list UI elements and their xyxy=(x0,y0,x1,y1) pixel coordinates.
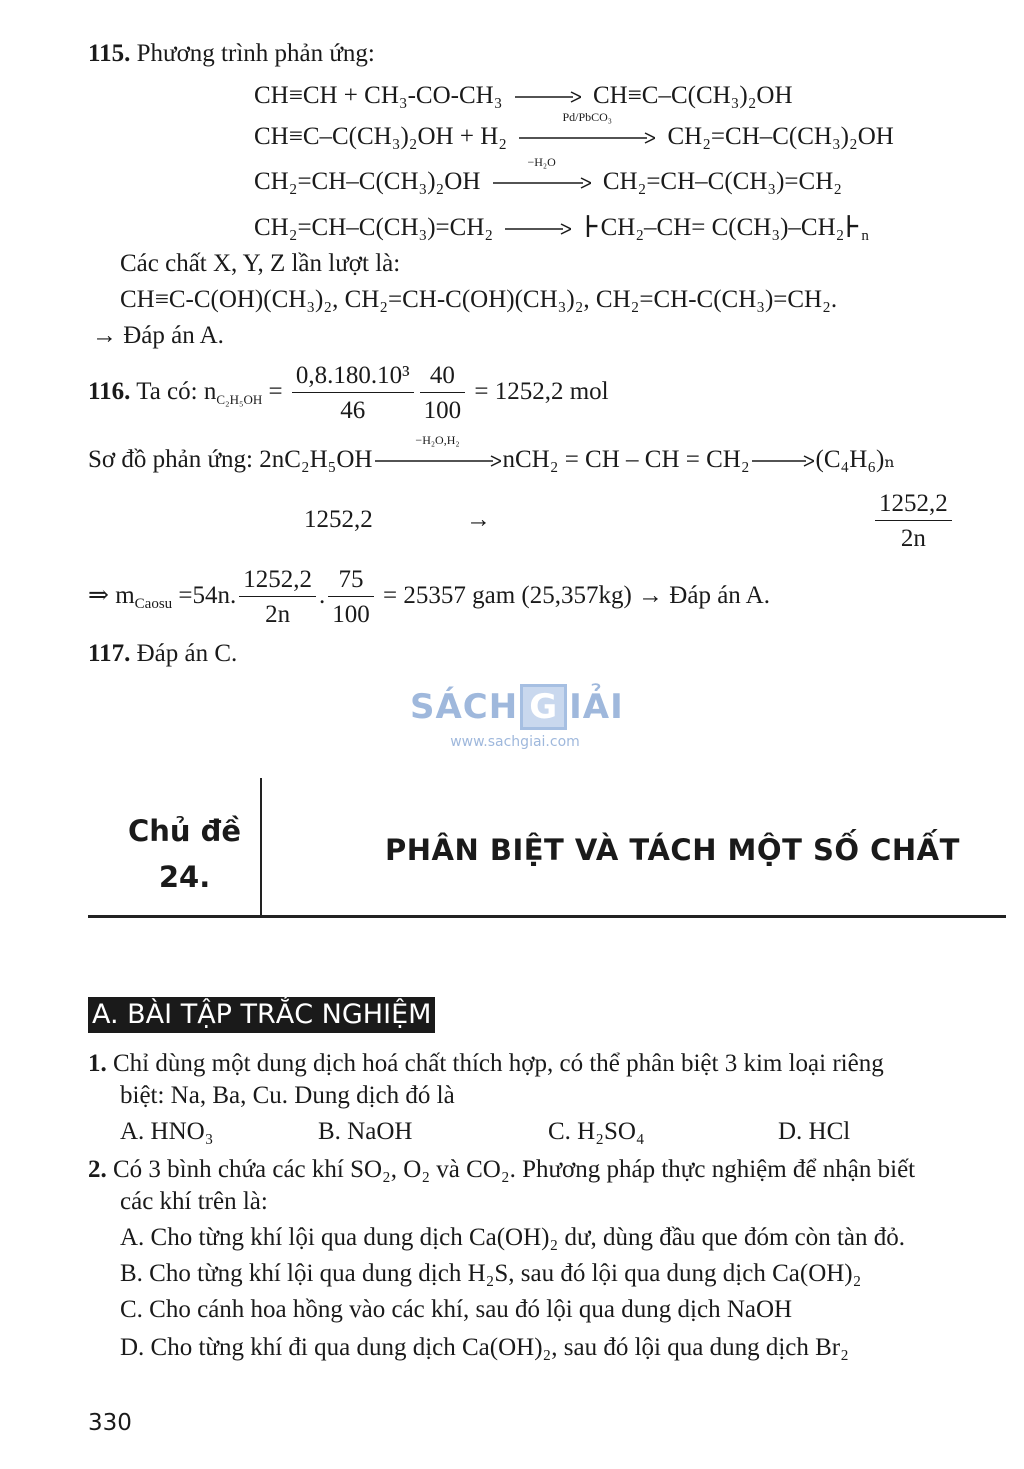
problem-116-moles xyxy=(88,362,609,425)
reaction-product: CH≡C–C(CH₃)₂OH xyxy=(592,82,793,109)
reaction-arrow xyxy=(515,91,581,103)
option-d: D. Cho từng khí đi qua dung dịch Ca(OH)₂, sau đó lội qua dung dịch Br₂ xyxy=(120,1334,849,1361)
fraction-numerator: 1252,2 xyxy=(875,490,952,521)
fraction-numerator: 0,8.180.10³ xyxy=(292,362,414,393)
page-number: 330 xyxy=(88,1410,132,1436)
reaction-arrow xyxy=(375,433,501,467)
polymer-bracket-right-icon: ⊦ xyxy=(844,211,862,244)
scheme-reactant: 2nC₂H₅OH xyxy=(259,446,373,473)
watermark-logo-left: SÁCH xyxy=(410,687,519,727)
topic-label: Chủ đề xyxy=(128,814,242,848)
reaction-scheme xyxy=(88,433,896,474)
option-a: A. Cho từng khí lội qua dung dịch Ca(OH)₂ dư, dùng đầu que đóm còn tàn đỏ. xyxy=(120,1224,906,1251)
moles-result: = 1252,2 mol xyxy=(474,378,609,406)
option-c: C. Cho cánh hoa hồng vào các khí, sau đó lội qua dung dịch NaOH xyxy=(120,1296,793,1323)
question-1 xyxy=(88,1050,884,1078)
watermark xyxy=(410,684,624,750)
reaction-arrow xyxy=(752,455,814,467)
topic-header xyxy=(88,778,1006,918)
question-2 xyxy=(88,1156,915,1184)
mass-prefix: ⇒ m xyxy=(88,582,135,610)
mass-subscript: Caosu xyxy=(134,596,173,613)
question-1-cont: biệt: Na, Ba, Cu. Dung dịch đó là xyxy=(120,1082,455,1109)
watermark-logo-right: IẢI xyxy=(569,687,624,727)
option-b: B. Cho từng khí lội qua dung dịch H₂S, sau đó lội qua dung dịch Ca(OH)₂ xyxy=(120,1260,862,1287)
catalyst-label: Pd/PbCO₃ xyxy=(562,110,612,125)
fraction xyxy=(328,566,374,629)
equals-sign: = xyxy=(268,378,283,406)
xyz-list: CH≡C-C(OH)(CH₃)₂, CH₂=CH-C(OH)(CH₃)₂, CH₂=CH-C(CH₃)=CH₂. xyxy=(120,286,838,313)
reaction-2 xyxy=(254,110,894,151)
scheme-product: (C₄H₆)ₙ xyxy=(815,446,896,473)
mole-left-value: 1252,2 xyxy=(304,506,373,533)
watermark-logo xyxy=(410,684,624,730)
option-b: B. NaOH xyxy=(318,1118,413,1145)
topic-divider xyxy=(88,915,1006,918)
section-heading: A. BÀI TẬP TRẮC NGHIỆM xyxy=(88,997,435,1033)
question-text: Chỉ dùng một dung dịch hoá chất thích hợp, có thể phân biệt 3 kim loại riêng xyxy=(113,1050,884,1077)
fraction xyxy=(292,362,414,425)
condition-label: −H₂O xyxy=(527,155,556,170)
problem-number: 117. xyxy=(88,640,131,667)
reaction-4 xyxy=(254,210,869,245)
question-text: Có 3 bình chứa các khí SO₂, O₂ và CO₂. Phương pháp thực nghiệm để nhận biết xyxy=(113,1156,916,1183)
mole-right-fraction xyxy=(872,490,955,553)
option-d: D. HCl xyxy=(778,1118,851,1145)
fraction-denominator: 2n xyxy=(900,525,926,552)
watermark-url: www.sachgiai.com xyxy=(450,734,580,750)
question-2-cont: các khí trên là: xyxy=(120,1188,268,1215)
problem-number: 116. xyxy=(88,378,131,406)
option-a: A. HNO₃ xyxy=(120,1118,214,1145)
problem-115-heading xyxy=(88,40,375,68)
answer-115: → Đáp án A. xyxy=(92,322,224,349)
option-c: C. H₂SO₄ xyxy=(548,1118,645,1145)
reaction-product: CH₂=CH–C(CH₃)=CH₂ xyxy=(602,168,842,195)
polymer-unit: CH₂–CH= C(CH₃)–CH₂ xyxy=(600,214,845,241)
question-number: 1. xyxy=(88,1050,107,1077)
fraction xyxy=(239,566,316,629)
moles-subscript: C₂H₅OH xyxy=(216,392,263,408)
fraction-denominator: 100 xyxy=(423,397,462,424)
fraction-numerator: 40 xyxy=(420,362,466,393)
topic-label-box xyxy=(88,778,262,916)
watermark-logo-g: G xyxy=(520,684,567,730)
fraction-denominator: 2n xyxy=(265,601,291,628)
problem-117 xyxy=(88,640,237,668)
scheme-label: Sơ đồ phản ứng: xyxy=(88,446,253,473)
polymer-degree: n xyxy=(861,228,869,244)
reaction-3 xyxy=(254,155,842,196)
condition-label: −H₂O,H₂ xyxy=(415,433,460,448)
topic-label-text xyxy=(128,808,241,900)
fraction xyxy=(875,490,952,553)
rubber-mass-calc xyxy=(88,566,770,629)
reaction-product: CH₂=CH–C(CH₃)₂OH xyxy=(667,123,894,150)
xyz-intro: Các chất X, Y, Z lần lượt là: xyxy=(120,250,401,277)
mass-result: = 25357 gam (25,357kg) → Đáp án A. xyxy=(383,582,770,610)
fraction-denominator: 100 xyxy=(332,601,370,628)
problem-number: 115. xyxy=(88,40,131,67)
fraction xyxy=(420,362,466,425)
reaction-1 xyxy=(254,82,793,110)
fraction-denominator: 46 xyxy=(340,397,366,424)
reaction-arrow xyxy=(505,223,571,235)
reaction-reactants: CH≡CH + CH₃-CO-CH₃ xyxy=(254,82,503,109)
reaction-arrow xyxy=(519,110,655,144)
fraction-numerator: 1252,2 xyxy=(239,566,316,597)
reaction-reactants: CH₂=CH–C(CH₃)₂OH xyxy=(254,168,481,195)
topic-title: PHÂN BIỆT VÀ TÁCH MỘT SỐ CHẤT xyxy=(385,833,960,867)
reaction-reactants: CH₂=CH–C(CH₃)=CH₂ xyxy=(254,214,494,241)
fraction-numerator: 75 xyxy=(328,566,374,597)
reaction-arrow xyxy=(493,155,591,189)
mole-arrow: → xyxy=(466,506,491,533)
mass-factor: =54n. xyxy=(178,582,237,610)
moles-label: Ta có: n xyxy=(136,378,217,406)
reaction-reactants: CH≡C–C(CH₃)₂OH + H₂ xyxy=(254,123,507,150)
scheme-intermediate: nCH₂ = CH – CH = CH₂ xyxy=(502,446,750,473)
multiply-dot: . xyxy=(319,582,326,610)
topic-number: 24. xyxy=(158,860,211,894)
answer-117: Đáp án C. xyxy=(136,640,238,667)
problem-intro: Phương trình phản ứng: xyxy=(136,40,375,67)
question-number: 2. xyxy=(88,1156,107,1183)
polymer-bracket-left-icon: ⊦ xyxy=(583,211,601,244)
